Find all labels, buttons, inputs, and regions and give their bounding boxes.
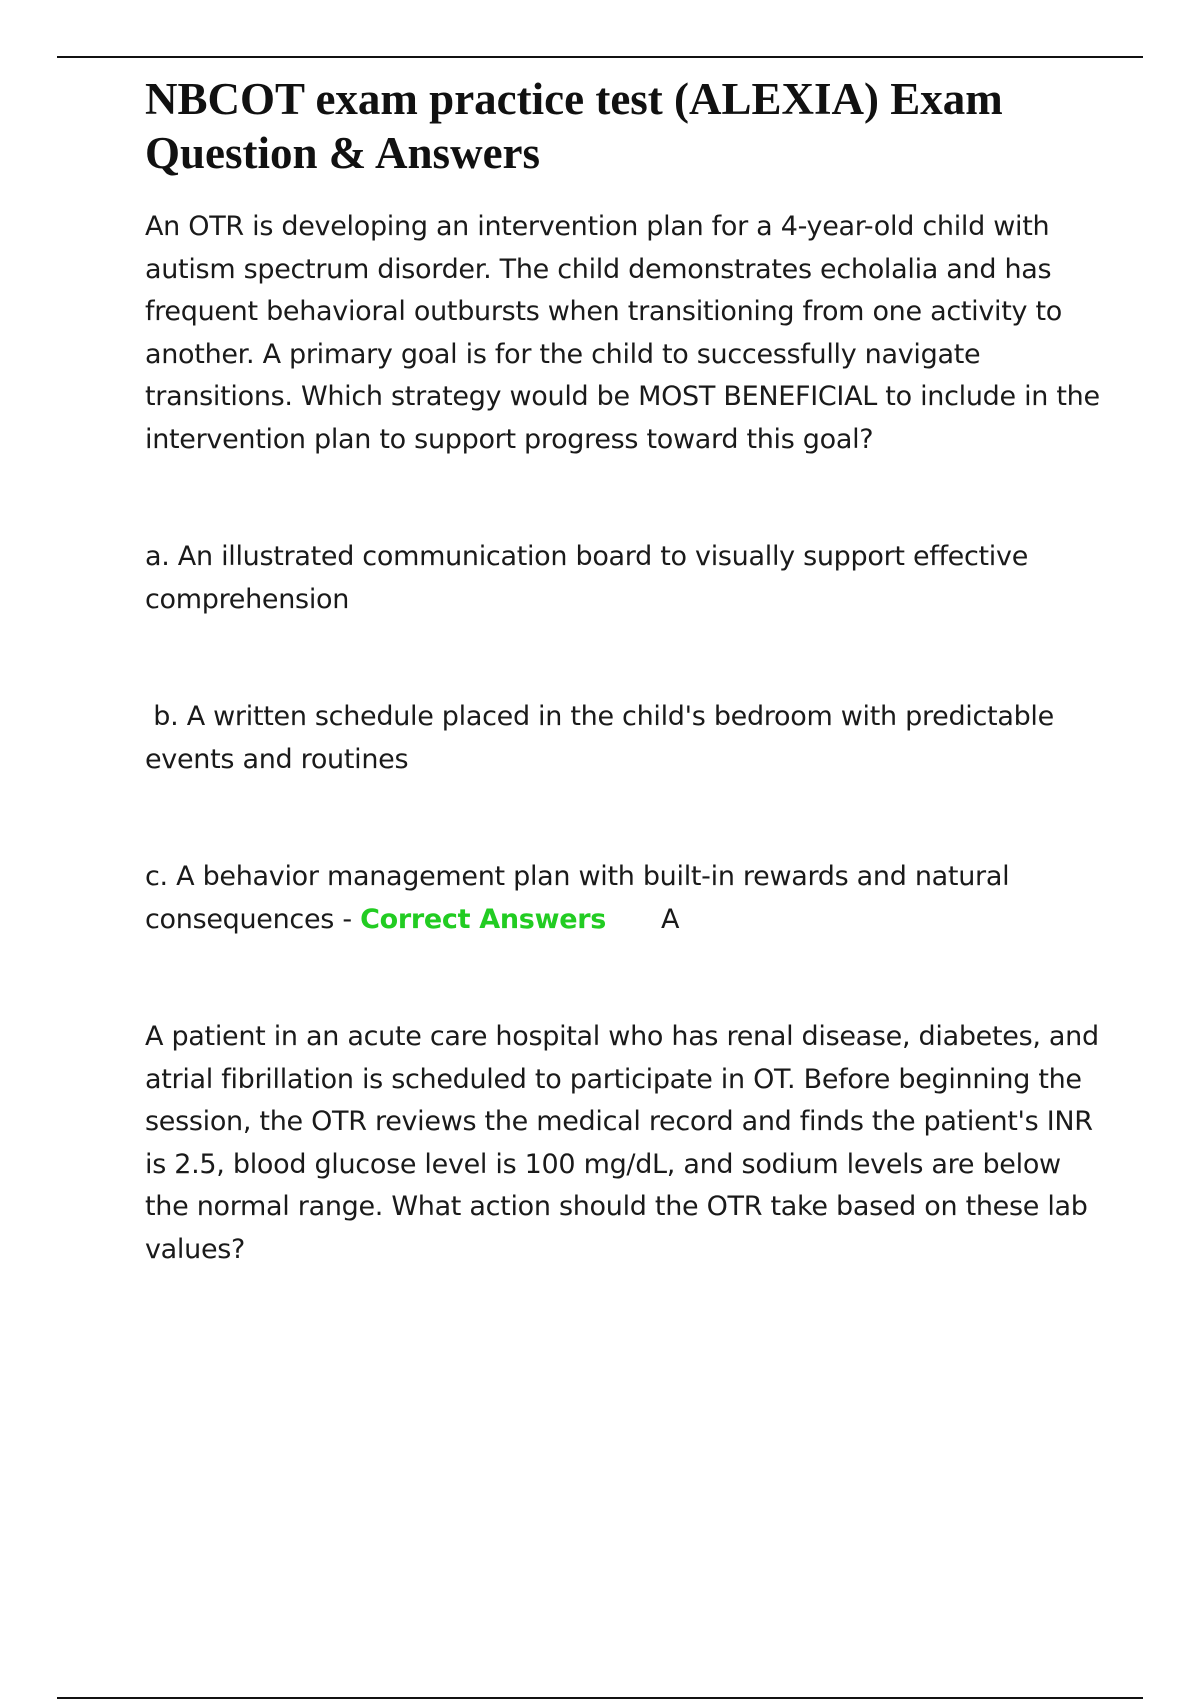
spacer <box>145 781 1105 856</box>
question-1-option-a: a. An illustrated communication board to visually support effective comprehension <box>145 541 1029 615</box>
option-c-text: c. A behavior management plan with built-in rewards and natural consequences - <box>145 861 1010 935</box>
bottom-rule <box>57 1697 1143 1699</box>
document-body <box>145 72 1105 1271</box>
spacer <box>145 941 1105 1016</box>
correct-answer-value: A <box>661 903 680 935</box>
spacer <box>145 621 1105 696</box>
question-1-option-b: b. A written schedule placed in the child's bedroom with predictable events and routines <box>145 701 1063 775</box>
question-2-stem: A patient in an acute care hospital who has renal disease, diabetes, and atrial fibrillation is scheduled to participate in OT. Before beginning the session, the OTR reviews the medical record and finds the patient's INR is 2.5, blood glucose level is 100 mg/dL, and sodium levels are below the normal range. What action should the OTR take based on these lab values? <box>145 1021 1099 1265</box>
question-1-stem: An OTR is developing an intervention plan for a 4-year-old child with autism spectrum disorder. The child demonstrates echolalia and has frequent behavioral outbursts when transitioning from one activity to another. A primary goal is for the child to successfully navigate transitions. Which strategy would be MOST BENEFICIAL to include in the intervention plan to support progress toward this goal? <box>145 211 1100 455</box>
document-title: NBCOT exam practice test (ALEXIA) Exam Question & Answers <box>145 74 1003 178</box>
correct-answers-label: Correct Answers <box>360 903 607 935</box>
spacer <box>145 461 1105 536</box>
top-rule <box>57 56 1143 58</box>
question-1-option-c <box>145 856 1105 941</box>
